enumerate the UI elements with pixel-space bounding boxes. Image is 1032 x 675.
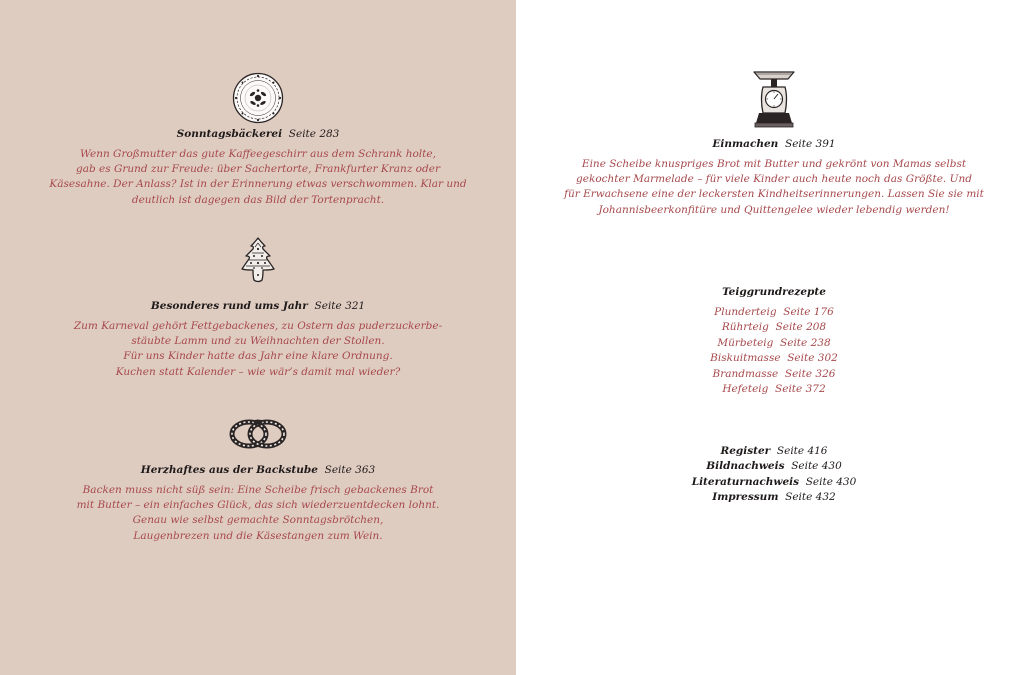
section-sonntagsbaeckerei: [0, 72, 516, 208]
section-heading: [0, 299, 516, 313]
description-line: Für uns Kinder hatte das Jahr eine klare Ordnung.: [123, 350, 393, 363]
item-name: Mürbeteig: [717, 336, 774, 349]
description-line: Wenn Großmutter das gute Kaffeegeschirr aus dem Schrank holte,: [80, 148, 436, 160]
list-item[interactable]: [516, 475, 1032, 490]
page-number: Seite 283: [288, 128, 340, 140]
item-name: Rührteig: [721, 321, 769, 334]
section-title: Teiggrundrezepte: [722, 286, 826, 298]
appendix-list: [516, 444, 1032, 506]
section-description: [0, 147, 516, 208]
description-line: Johannisbeerkonfitüre und Quittengelee wieder lebendig werden!: [598, 203, 950, 216]
section-description: [516, 157, 1032, 218]
section-description: [0, 483, 516, 544]
description-line: gekochter Marmelade – für viele Kinder auch heute noch das Größte. Und: [576, 173, 972, 186]
description-line: Backen muss nicht süß sein: Eine Scheibe frisch gebackenes Brot: [82, 484, 434, 496]
page-number: Seite 363: [324, 464, 376, 476]
page-number: Seite 430: [791, 460, 842, 473]
plate-icon: [232, 72, 284, 124]
item-name: Brandmasse: [712, 367, 779, 380]
section-title: Einmachen: [712, 138, 779, 150]
list-item[interactable]: [516, 382, 1032, 397]
recipe-list: [516, 305, 1032, 397]
item-name: Biskuitmasse: [710, 352, 781, 365]
description-line: deutlich ist dagegen das Bild der Tortenpracht.: [131, 193, 385, 206]
description-line: Genau wie selbst gemachte Sonntagsbrötchen,: [132, 514, 384, 527]
section-title: Besonderes rund ums Jahr: [150, 300, 308, 312]
right-page: [516, 0, 1032, 675]
page-number: Seite 238: [780, 336, 831, 349]
list-item[interactable]: [516, 320, 1032, 335]
list-item[interactable]: [516, 367, 1032, 382]
section-appendix: [516, 444, 1032, 506]
section-title: Sonntagsbäckerei: [176, 128, 283, 140]
section-description: [0, 319, 516, 380]
list-item[interactable]: [516, 351, 1032, 366]
page-number: Seite 416: [776, 445, 828, 457]
page-number: Seite 391: [785, 138, 836, 150]
list-item[interactable]: [516, 305, 1032, 320]
section-herzhaftes-aus-der-backstube: [0, 418, 516, 544]
item-name: Impressum: [712, 491, 779, 504]
page-number: Seite 326: [784, 367, 836, 380]
list-item[interactable]: [516, 459, 1032, 474]
page-number: Seite 208: [775, 321, 827, 334]
section-heading: [0, 127, 516, 141]
section-teiggrundrezepte: [516, 285, 1032, 397]
description-line: Eine Scheibe knuspriges Brot mit Butter und gekrönt von Mamas selbst: [581, 158, 967, 170]
section-heading: [516, 285, 1032, 299]
description-line: stäubte Lamm und zu Weihnachten der Stollen.: [131, 335, 385, 348]
page-number: Seite 321: [314, 300, 366, 312]
item-name: Hefeteig: [722, 383, 769, 396]
section-einmachen: [516, 68, 1032, 218]
description-line: Zum Karneval gehört Fettgebackenes, zu Ostern das puderzuckerbe-: [73, 320, 443, 332]
description-line: Laugenbrezen und die Käsestangen zum Wein.: [133, 529, 383, 542]
list-item[interactable]: [516, 336, 1032, 351]
page-number: Seite 430: [805, 475, 857, 488]
section-heading: [0, 463, 516, 477]
section-besonderes-rund-ums-jahr: [0, 236, 516, 380]
item-name: Register: [720, 445, 771, 457]
section-title: Herzhaftes aus der Backstube: [140, 464, 318, 476]
list-item[interactable]: [516, 444, 1032, 459]
list-item[interactable]: [516, 490, 1032, 505]
kitchen-scale-icon: [750, 68, 798, 132]
description-line: für Erwachsene eine der leckersten Kindheitserinnerungen. Lassen Sie sie mit: [564, 188, 984, 201]
item-name: Literaturnachweis: [691, 475, 800, 488]
description-line: Kuchen statt Kalender – wie wär’s damit mal wieder?: [115, 365, 401, 378]
item-name: Plunderteig: [714, 306, 777, 318]
christmas-tree-cookie-icon: [240, 236, 276, 288]
page-number: Seite 302: [787, 352, 838, 365]
item-name: Bildnachweis: [706, 460, 785, 473]
description-line: mit Butter – ein einfaches Glück, das sich wiederzuentdecken lohnt.: [76, 499, 440, 512]
page-number: Seite 372: [775, 383, 826, 396]
page-number: Seite 176: [783, 306, 834, 318]
pretzel-rings-icon: [228, 418, 288, 450]
page-number: Seite 432: [785, 491, 836, 504]
description-line: Käsesahne. Der Anlass? Ist in der Erinnerung etwas verschwommen. Klar und: [49, 178, 467, 191]
section-heading: [516, 137, 1032, 151]
description-line: gab es Grund zur Freude: über Sachertorte, Frankfurter Kranz oder: [76, 163, 440, 176]
